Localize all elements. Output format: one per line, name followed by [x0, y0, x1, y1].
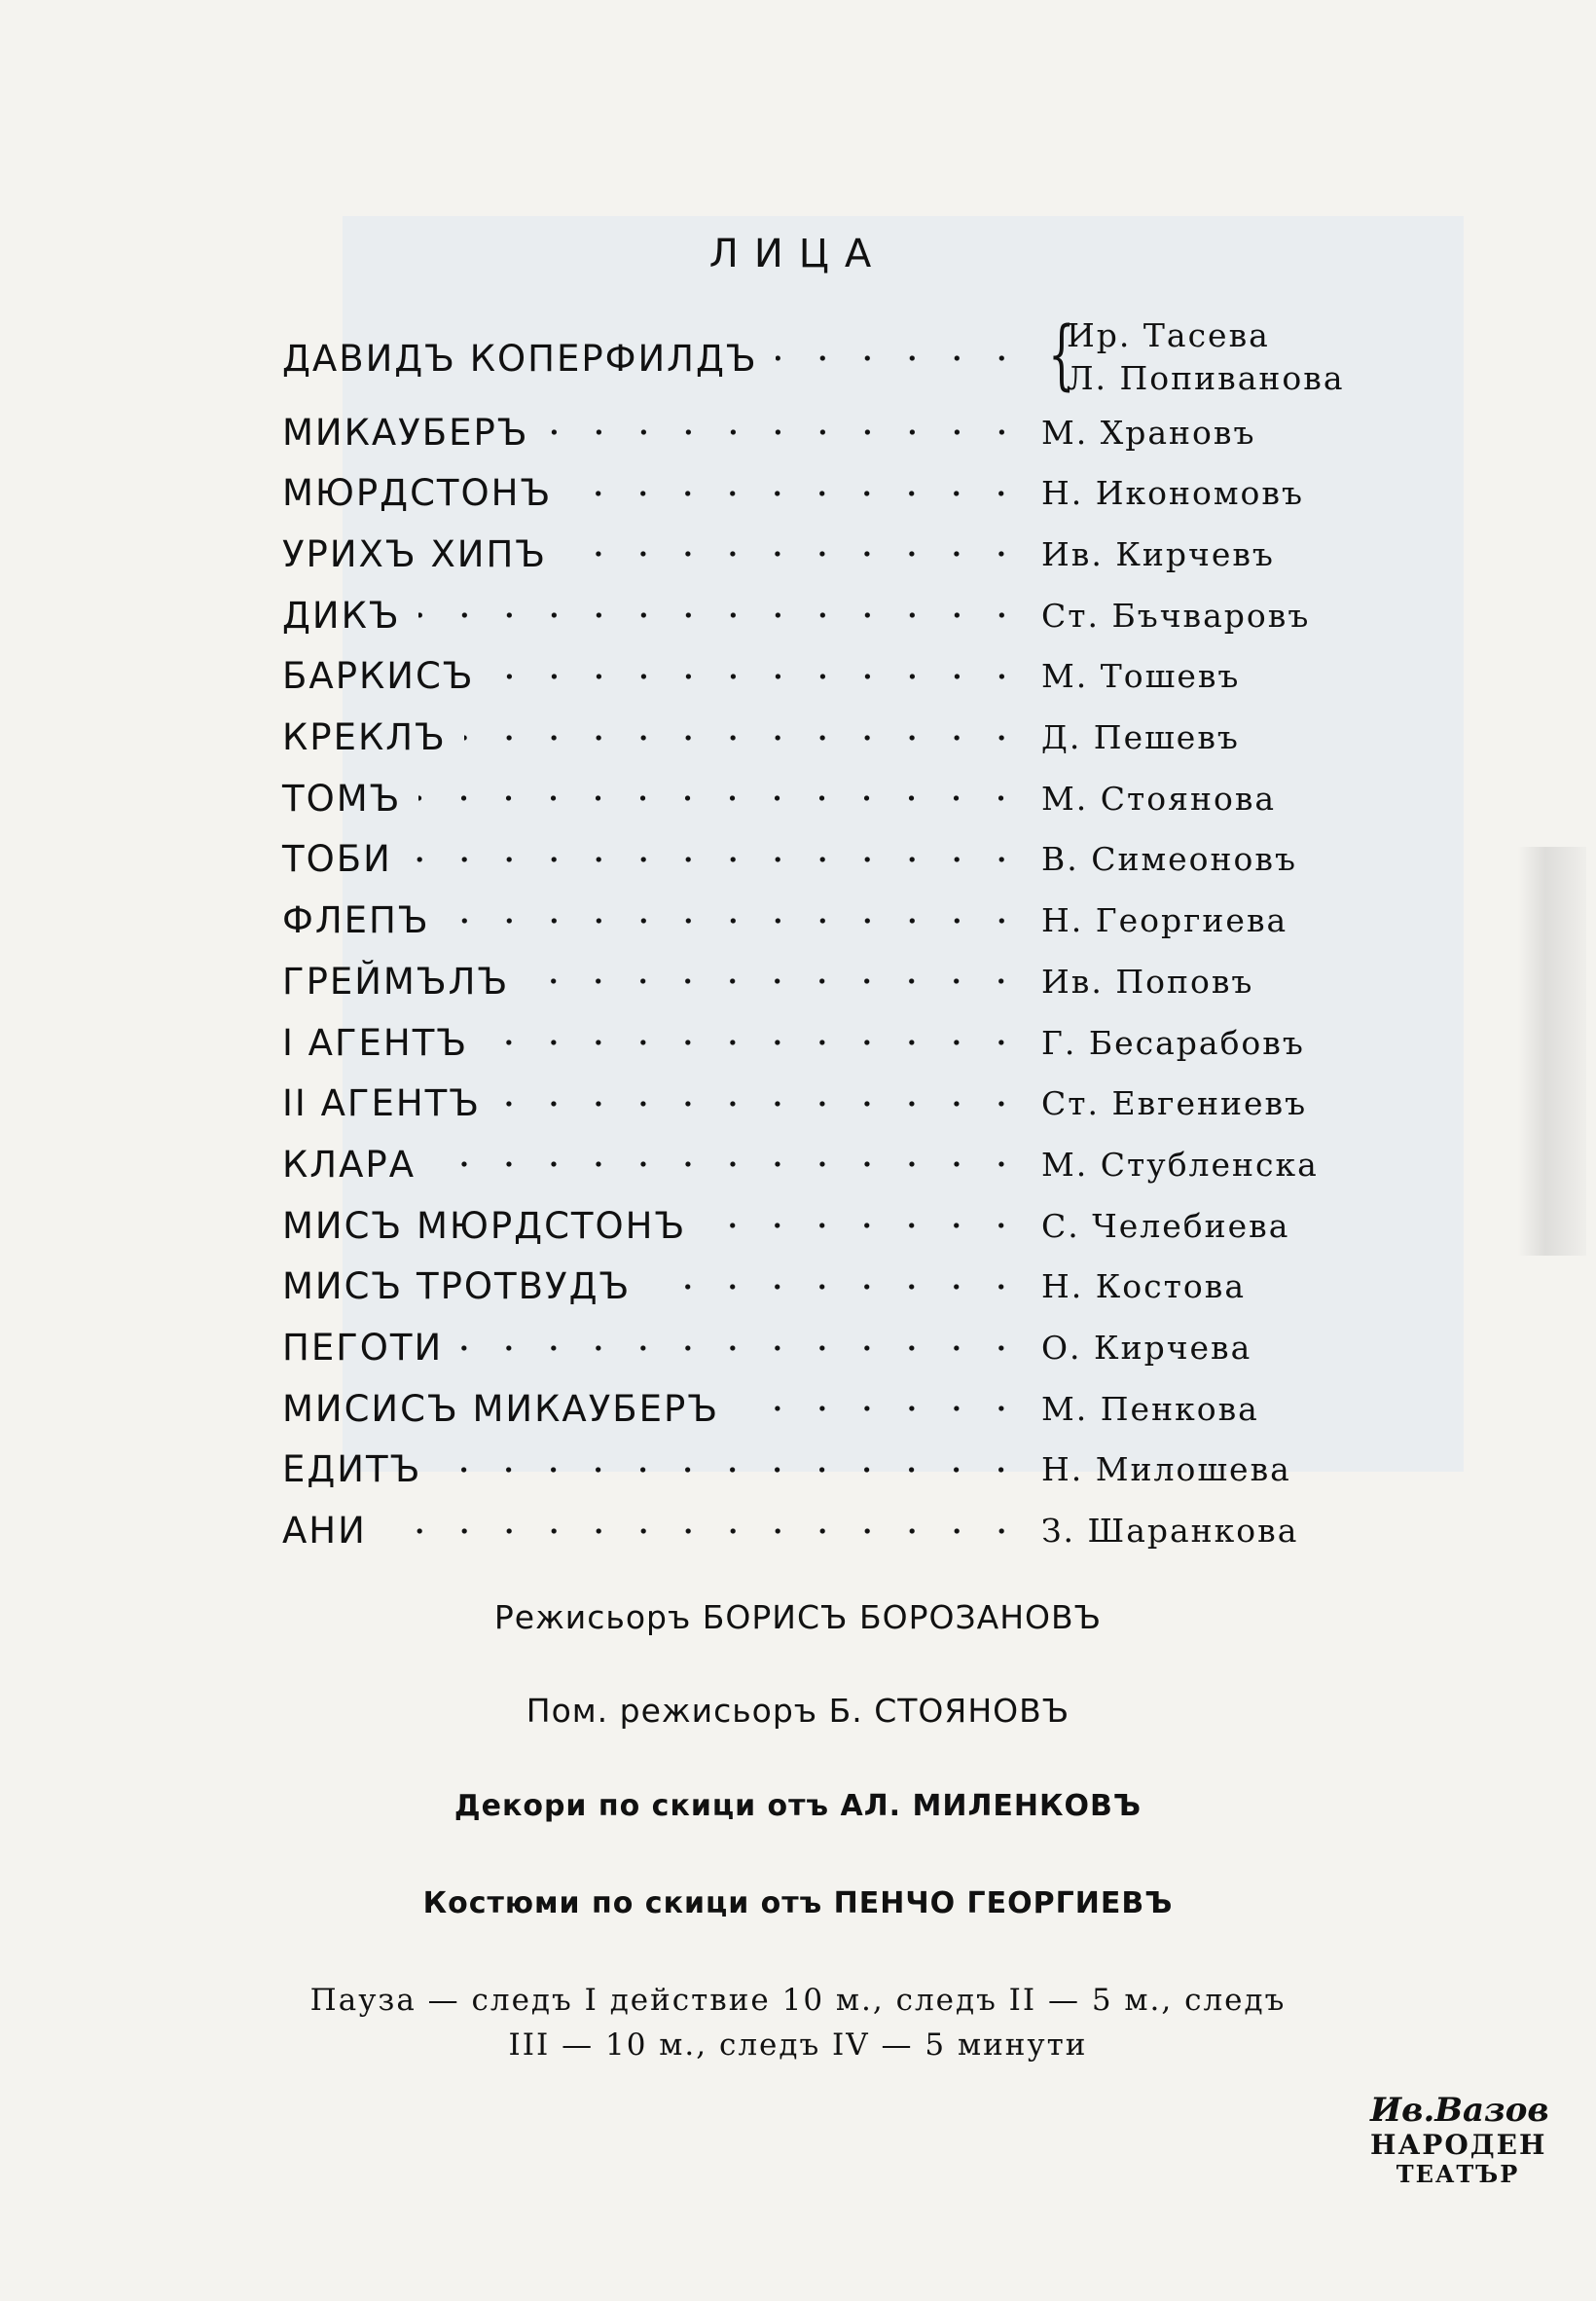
role-name: БАРКИСЪ [282, 655, 475, 698]
actor-name: Ир. Тасева [1067, 316, 1270, 354]
role-name: ТОМЪ [282, 777, 402, 820]
cast-row [282, 647, 1362, 706]
actor-name: М. Стубленска [1041, 1145, 1319, 1184]
pause-line-2: III — 10 м., следъ IV — 5 минути [508, 2027, 1088, 2063]
dot-leader [460, 1345, 1024, 1351]
sets-credit: Декори по скици отъ АЛ. МИЛЕНКОВЪ [453, 1789, 1143, 1823]
role-name: II АГЕНТЪ [282, 1082, 482, 1125]
director-credit: Режисьоръ БОРИСЪ БОРОЗАНОВЪ [493, 1598, 1103, 1636]
actor-name: Ст. Евгениевъ [1041, 1084, 1308, 1123]
cast-row [282, 1379, 1362, 1438]
dot-leader [410, 857, 1024, 862]
role-name: КЛАРА [282, 1143, 417, 1186]
cast-row [282, 769, 1362, 827]
paper-stain [1518, 847, 1586, 1256]
actor-name: Ив. Кирчевъ [1041, 534, 1275, 573]
cast-row [282, 586, 1362, 644]
role-name: ПЕГОТИ [282, 1327, 444, 1369]
cast-row [282, 1135, 1362, 1193]
cast-row [282, 1441, 1362, 1499]
role-name: УРИХЪ ХИПЪ [282, 532, 548, 575]
cast-row [282, 1013, 1362, 1072]
role-name: ФЛЕПЪ [282, 899, 430, 942]
dot-leader [418, 612, 1024, 618]
dot-leader [418, 795, 1024, 801]
actor-name: Ст. Бъчваровъ [1041, 596, 1311, 635]
actor-name: Н. Икономовъ [1041, 474, 1305, 513]
role-name: ДИКЪ [282, 594, 401, 637]
dot-leader [737, 1406, 1024, 1411]
role-name: ГРЕЙМЪЛЪ [282, 960, 510, 1003]
dot-leader [448, 918, 1024, 924]
role-name: ТОБИ [282, 838, 392, 881]
dot-leader [547, 429, 1024, 435]
actor-name: М. Стоянова [1041, 779, 1277, 818]
dot-leader [648, 1284, 1024, 1290]
role-name: МИСЪ МЮРДСТОНЪ [282, 1204, 687, 1247]
role-name: ЕДИТЪ [282, 1448, 422, 1491]
dot-leader [776, 355, 1024, 361]
cast-row [282, 464, 1362, 523]
dot-leader [384, 1528, 1024, 1534]
cast-row [282, 1502, 1362, 1560]
cast-row [282, 403, 1362, 461]
role-name: I АГЕНТЪ [282, 1021, 469, 1064]
actor-name: О. Кирчева [1041, 1329, 1252, 1367]
cast-row [282, 525, 1362, 583]
actor-name: М. Пенкова [1041, 1389, 1259, 1428]
actor-name: Н. Костова [1041, 1267, 1247, 1306]
role-name: АНИ [282, 1510, 367, 1552]
role-name: МЮРДСТОНЪ [282, 472, 553, 515]
dot-leader [498, 1101, 1024, 1107]
dot-leader [492, 674, 1024, 679]
actor-name: В. Симеоновъ [1041, 840, 1297, 879]
cast-row [282, 952, 1362, 1010]
dot-leader [569, 491, 1024, 496]
logo-signature: Ив.Вазов [1370, 2091, 1549, 2130]
actor-name: Н. Милошева [1041, 1450, 1291, 1489]
actor-name: З. Шаранкова [1041, 1512, 1299, 1551]
actor-name: М. Храновъ [1041, 413, 1256, 452]
dot-leader [439, 1467, 1024, 1473]
cast-row [282, 830, 1362, 889]
actor-name: Г. Бесарабовъ [1041, 1023, 1305, 1062]
role-name: МИКАУБЕРЪ [282, 411, 529, 454]
page-title: ЛИЦА [708, 232, 888, 276]
role-name: КРЕКЛЪ [282, 716, 447, 758]
pause-line-1: Пауза — следъ I действие 10 м., следъ II — 5 м., следъ [309, 1983, 1287, 2018]
actor-name: Д. Пешевъ [1041, 718, 1240, 756]
dot-leader [564, 551, 1024, 557]
cast-row [282, 892, 1362, 950]
cast-row-first [282, 311, 1362, 399]
dot-leader [486, 1040, 1024, 1045]
assistant-director-credit: Пом. режисьоръ Б. СТОЯНОВЪ [526, 1692, 1070, 1730]
actor-pair [1041, 311, 1362, 402]
logo-line-1: НАРОДЕН [1370, 2129, 1547, 2161]
role-name: МИСЪ ТРОТВУДЪ [282, 1265, 632, 1308]
cast-row [282, 709, 1362, 767]
cast-row [282, 1258, 1362, 1316]
actor-name: С. Челебиева [1041, 1206, 1290, 1245]
dot-leader [704, 1223, 1024, 1228]
costumes-credit: Костюми по скици отъ ПЕНЧО ГЕОРГИЕВЪ [422, 1886, 1174, 1920]
dot-leader [464, 735, 1024, 741]
actor-name: М. Тошевъ [1041, 657, 1241, 696]
brace-icon: { [1048, 311, 1075, 399]
actor-name: Н. Георгиева [1041, 901, 1288, 940]
dot-leader [433, 1161, 1024, 1167]
logo-line-2: ТЕАТЪР [1396, 2160, 1520, 2188]
actor-name: Л. Попиванова [1067, 359, 1345, 397]
actor-name: Ив. Поповъ [1041, 962, 1254, 1001]
role-name: ДАВИДЪ КОПЕРФИЛДЪ [282, 337, 758, 380]
cast-row [282, 1319, 1362, 1377]
theatre-logo [1370, 2091, 1549, 2208]
dot-leader [526, 978, 1024, 984]
role-name: МИСИСЪ МИКАУБЕРЪ [282, 1387, 720, 1430]
cast-row [282, 1075, 1362, 1133]
cast-row [282, 1196, 1362, 1255]
